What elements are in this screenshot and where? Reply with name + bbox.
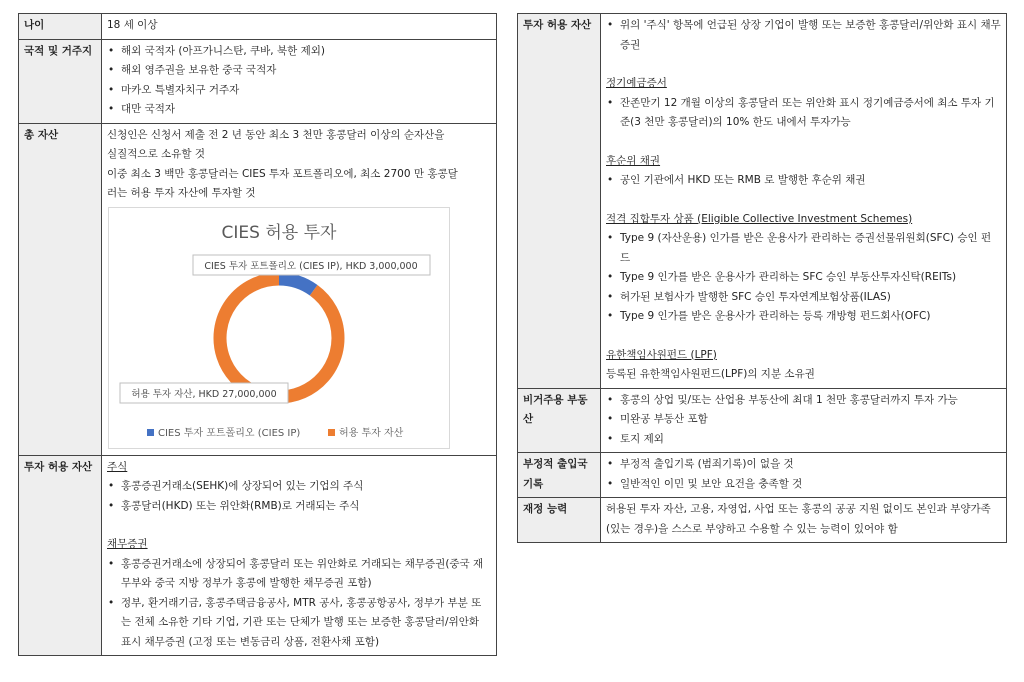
list-item: • Type 9 인가를 받은 운용사가 관리하는 SFC 승인 부동산투자신탁(REITs) — [606, 268, 1001, 288]
list-item: • 대만 국적자 — [107, 100, 491, 120]
row-nonres — [518, 388, 1007, 453]
investment-header-right: 투자 허용 자산 — [518, 14, 601, 389]
assets-para-2: 이중 최소 3 백만 홍콩달러는 CIES 투자 포트폴리오에, 최소 2700 만 홍콩달러는 허용 투자 자산에 투자할 것 — [107, 167, 458, 199]
list-item: • 홍콩달러(HKD) 또는 위안화(RMB)로 거래되는 주식 — [107, 497, 491, 517]
list-item: • 미완공 부동산 포함 — [606, 410, 1001, 430]
list-item: • 홍콩의 상업 및/또는 산업용 부동산에 최대 1 천만 홍콩달러까지 투자 가능 — [606, 391, 1001, 411]
deposit-list — [606, 94, 1001, 133]
legend-swatch-permissible — [328, 429, 335, 436]
deposit-title: 정기예금증서 — [606, 77, 667, 89]
donut-chart-svg — [109, 208, 449, 448]
list-item: • 잔존만기 12 개월 이상의 홍콩달러 또는 위안화 표시 정기예금증서에 최소 투자 기준(3 천만 홍콩달러)의 10% 한도 내에서 투자가능 — [606, 94, 1001, 133]
list-item: • 일반적인 이민 및 보안 요건을 충족할 것 — [606, 475, 1001, 495]
legend-cies: CIES 투자 포트폴리오 (CIES IP) — [158, 427, 301, 439]
eligibility-table-left — [18, 13, 497, 656]
eligibility-table-right — [517, 13, 1007, 543]
nationality-header: 국적 및 거주지 — [19, 39, 102, 123]
lpf-title: 유한책임사원펀드 (LPF) — [606, 348, 717, 361]
nationality-cell — [102, 39, 497, 123]
row-investment-right — [518, 14, 1007, 389]
investment-cell-right — [601, 14, 1007, 389]
assets-cell — [102, 123, 497, 455]
row-assets — [19, 123, 497, 455]
list-item: • 해외 국적자 (아프가니스탄, 쿠바, 북한 제외) — [107, 42, 491, 62]
donut-chart — [108, 207, 450, 449]
investment-header: 투자 허용 자산 — [19, 455, 102, 656]
age-header: 나이 — [19, 14, 102, 40]
list-item: • 공인 기관에서 HKD 또는 RMB 로 발행한 후순위 채권 — [606, 171, 1001, 191]
list-item: • 해외 영주권을 보유한 중국 국적자 — [107, 61, 491, 81]
slice-cies-portfolio — [279, 279, 314, 290]
stocks-list — [107, 477, 491, 516]
list-item: • 부정적 출입기록 (범죄기록)이 없을 것 — [606, 455, 1001, 475]
list-item: • 토지 제외 — [606, 430, 1001, 450]
list-item: • 정부, 환거래기금, 홍콩주택금융공사, MTR 공사, 홍콩공항공사, 정부가 부분 또는 전체 소유한 기타 기업, 기관 또는 단체가 발행 또는 보증한 홍콩달러/위안화 표시 채무증권 (고정 또는 변동금리 상품, 전환사채 포함) — [107, 594, 491, 653]
bonds-title: 채무증권 — [107, 538, 148, 550]
subordinated-title: 후순위 채권 — [606, 154, 661, 167]
list-item: • 위의 '주식' 항목에 언급된 상장 기업이 발행 또는 보증한 홍콩달러/위안화 표시 채무증권 — [606, 16, 1001, 55]
row-nationality — [19, 39, 497, 123]
intro-list — [606, 16, 1001, 55]
nonres-list — [606, 391, 1001, 450]
legend-swatch-cies — [147, 429, 154, 436]
list-item: • Type 9 (자산운용) 인가를 받은 운용사가 관리하는 증권선물위원회(SFC) 승인 펀드 — [606, 229, 1001, 268]
cis-title: 적격 집합투자 상품 (Eligible Collective Investment Schemes) — [606, 212, 913, 225]
assets-header: 총 자산 — [19, 123, 102, 455]
cis-list — [606, 229, 1001, 327]
list-item: • 마카오 특별자치구 거주자 — [107, 81, 491, 101]
list-item: • 홍콩증권거래소에 상장되어 홍콩달러 또는 위안화로 거래되는 채무증권(중국 재무부와 중국 지방 정부가 홍콩에 발행한 채무증권 포함) — [107, 555, 491, 594]
finance-cell — [601, 498, 1007, 543]
row-finance — [518, 498, 1007, 543]
negative-list — [606, 455, 1001, 494]
assets-para-1: 신청인은 신청서 제출 전 2 년 동안 최소 3 천만 홍콩달러 이상의 순자산을 실질적으로 소유할 것 — [107, 128, 445, 160]
list-item: • Type 9 인가를 받은 운용사가 관리하는 등록 개방형 펀드회사(OFC) — [606, 307, 1001, 327]
data-label-cies: CIES 투자 포트폴리오 (CIES IP), HKD 3,000,000 — [204, 260, 418, 272]
list-item: • 홍콩증권거래소(SEHK)에 상장되어 있는 기업의 주식 — [107, 477, 491, 497]
row-negative — [518, 453, 1007, 498]
nonres-cell — [601, 388, 1007, 453]
chart-title: CIES 허용 투자 — [221, 222, 337, 243]
slice-permissible-assets — [220, 279, 338, 397]
bonds-list — [107, 555, 491, 653]
data-label-permissible: 허용 투자 자산, HKD 27,000,000 — [131, 388, 277, 400]
list-item: • 허가된 보험사가 발행한 SFC 승인 투자연계보험상품(ILAS) — [606, 288, 1001, 308]
finance-text: 허용된 투자 자산, 고용, 자영업, 사업 또는 홍콩의 공공 지원 없이도 본인과 부양가족(있는 경우)을 스스로 부양하고 수용할 수 있는 능력이 있어야 함 — [606, 503, 991, 535]
nonres-header: 비거주용 부동산 — [518, 388, 601, 453]
subordinated-list — [606, 171, 1001, 191]
row-age — [19, 14, 497, 40]
finance-header: 재정 능력 — [518, 498, 601, 543]
negative-header: 부정적 출입국 기록 — [518, 453, 601, 498]
investment-cell-left — [102, 455, 497, 656]
lpf-text: 등록된 유한책임사원펀드(LPF)의 지분 소유권 — [606, 368, 815, 380]
negative-cell — [601, 453, 1007, 498]
stocks-title: 주식 — [107, 460, 128, 473]
age-value: 18 세 이상 — [102, 14, 497, 40]
nationality-list — [107, 42, 491, 120]
legend-permissible: 허용 투자 자산 — [339, 427, 404, 439]
row-investment-left — [19, 455, 497, 656]
